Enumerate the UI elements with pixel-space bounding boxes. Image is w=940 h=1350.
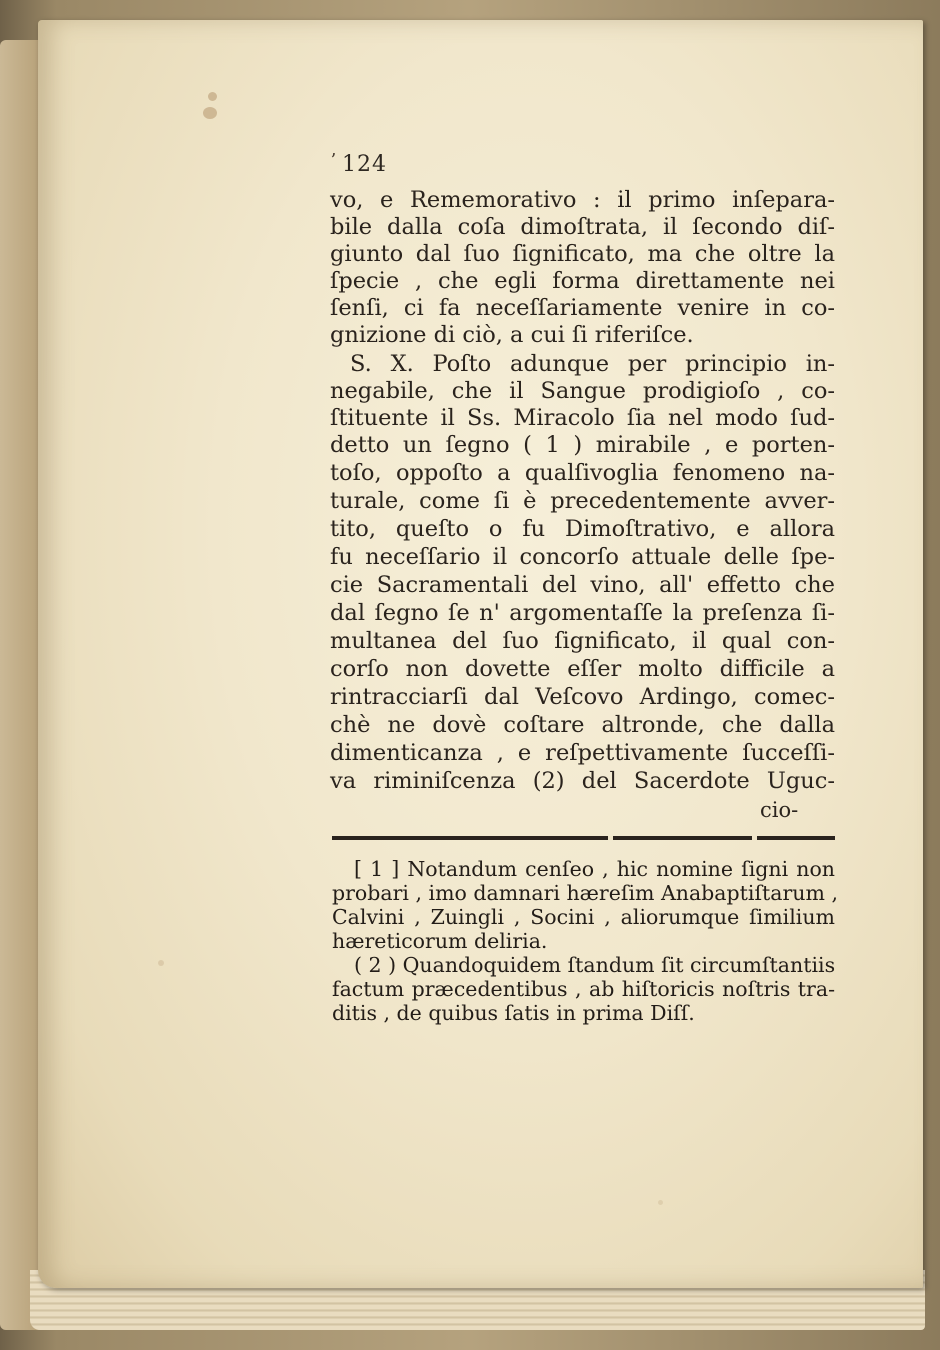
foxing-spot xyxy=(208,92,217,101)
body-line: va riminiſcenza (2) del Sacerdote Uguc- xyxy=(330,768,835,794)
body-line: cie Sacramentali del vino, all' effetto che xyxy=(330,572,835,598)
body-line: ſtituente il Ss. Miracolo ſia nel modo ſud- xyxy=(330,405,835,431)
body-line: dimenticanza , e reſpettivamente ſucceſſi- xyxy=(330,740,835,766)
footnote-rule-break xyxy=(608,836,613,840)
body-line: bile dalla coſa dimoſtrata, il ſecondo diſ- xyxy=(330,214,835,240)
foxing-spot xyxy=(203,107,217,119)
body-line: ſpecie , che egli forma direttamente nei xyxy=(330,268,835,294)
body-line: multanea del ſuo ſignificato, il qual con- xyxy=(330,628,835,654)
footnote-rule-break xyxy=(752,836,757,840)
page-number: 124 xyxy=(342,152,387,177)
footnote-line: hæreticorum deliria. xyxy=(332,929,548,953)
footnote-rule xyxy=(332,836,835,840)
body-line: gnizione di ciò, a cui ſi riferiſce. xyxy=(330,322,694,348)
page-mark: ʼ xyxy=(330,150,336,171)
body-line: vo, e Rememorativo : il primo inſepara- xyxy=(330,187,835,213)
foxing-spot xyxy=(158,960,164,966)
footnote-line: factum præcedentibus , ab hiſtoricis noſtris tra- xyxy=(332,977,835,1001)
body-line: corſo non dovette eſſer molto difficile a xyxy=(330,656,835,682)
body-line: turale, come ſi è precedentemente avver- xyxy=(330,488,835,514)
body-line: rintracciarſi dal Veſcovo Ardingo, comec- xyxy=(330,684,835,710)
body-line: dal ſegno ſe n' argomentaſſe la preſenza ſi- xyxy=(330,600,835,626)
catchword: cio- xyxy=(760,798,799,822)
body-line: ſenſi, ci fa neceſſariamente venire in co- xyxy=(330,295,835,321)
foxing-spot xyxy=(658,1200,663,1205)
footnote-line: [ 1 ] Notandum cenſeo , hic nomine ſigni non xyxy=(354,857,835,881)
body-line: toſo, oppoſto a qualſivoglia fenomeno na- xyxy=(330,460,835,486)
body-line: S. X. Poſto adunque per principio in- xyxy=(350,351,835,377)
body-line: fu neceſſario il concorſo attuale delle ſpe- xyxy=(330,544,835,570)
footnote-line: probari , imo damnari hæreſim Anabaptiſtarum , xyxy=(332,881,838,905)
body-line: tito, queſto o fu Dimoſtrativo, e allora xyxy=(330,516,835,542)
footnote-line: Calvini , Zuingli , Socini , aliorumque ſimilium xyxy=(332,905,835,929)
body-line: negabile, che il Sangue prodigioſo , co- xyxy=(330,378,835,404)
body-line: detto un ſegno ( 1 ) mirabile , e porten- xyxy=(330,432,835,458)
body-line: giunto dal ſuo ſignificato, ma che oltre la xyxy=(330,241,835,267)
footnote-line: ( 2 ) Quandoquidem ſtandum ſit circumſtantiis xyxy=(354,953,836,977)
footnote-line: ditis , de quibus ſatis in prima Diſſ. xyxy=(332,1001,695,1025)
book-cover-edge xyxy=(0,40,40,1330)
body-line: chè ne dovè coſtare altronde, che dalla xyxy=(330,712,835,738)
